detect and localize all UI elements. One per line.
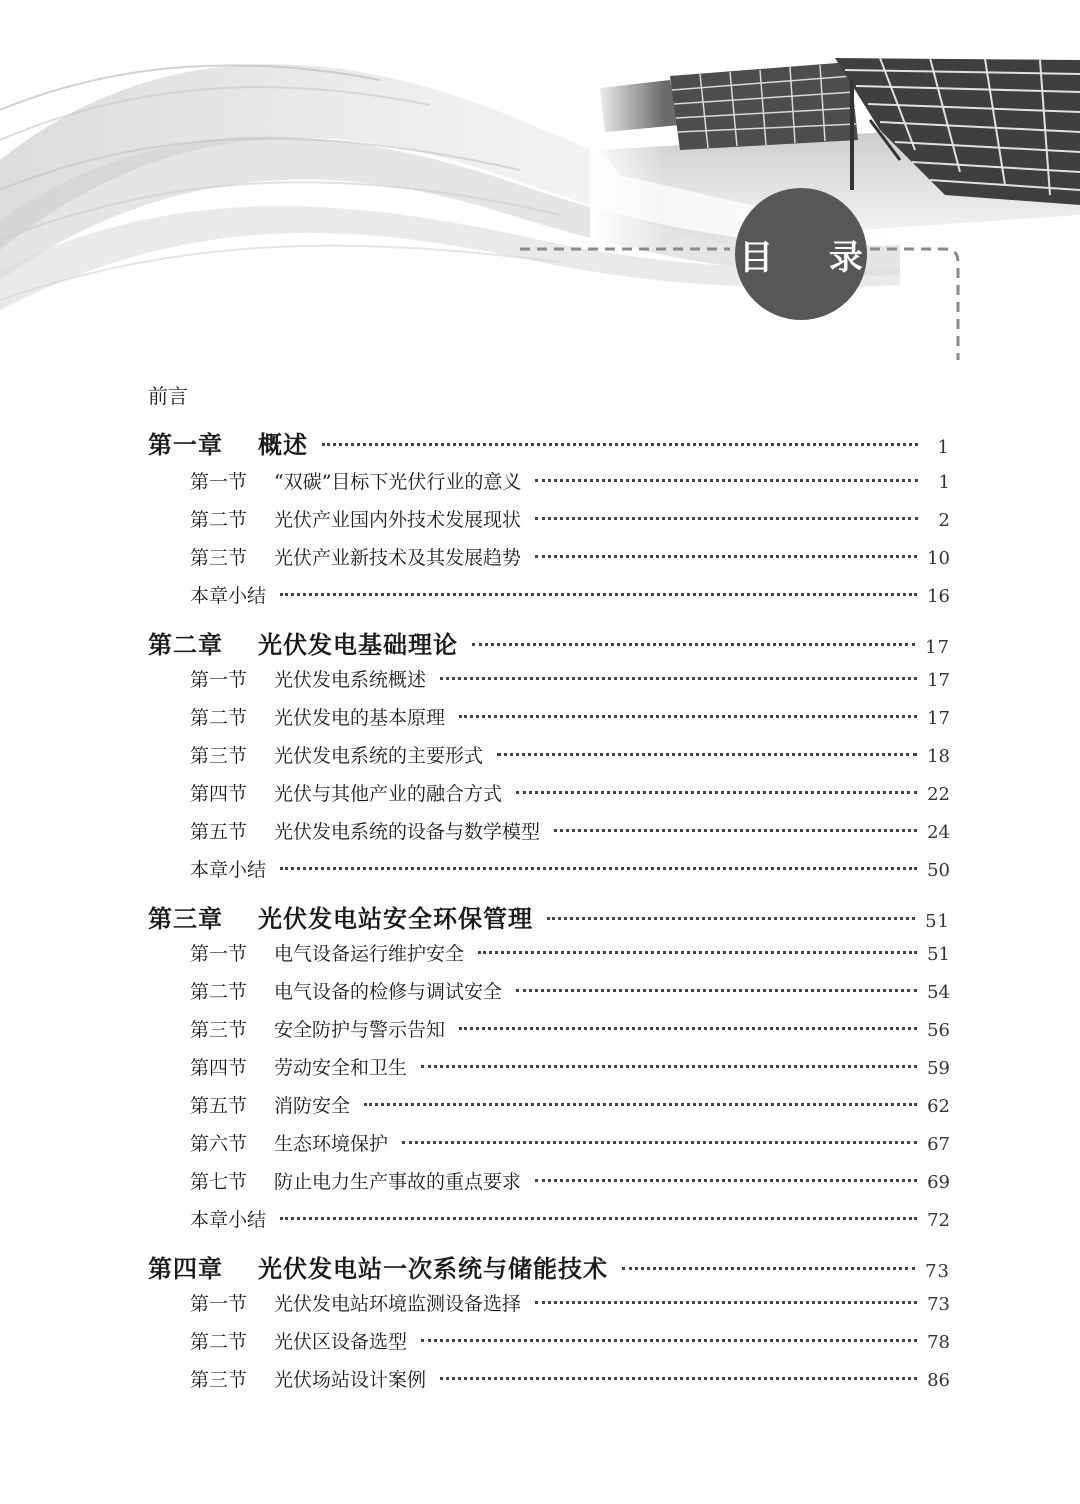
dot-leader	[554, 829, 917, 832]
page-number: 24	[927, 822, 950, 843]
page-number: 17	[925, 637, 950, 658]
toc-chapter-entry[interactable]	[148, 425, 950, 460]
page-title: 目 录	[739, 237, 885, 278]
toc-chapter-entry[interactable]	[148, 899, 950, 934]
page-number: 22	[927, 784, 950, 805]
section-number: 本章小结	[190, 585, 267, 607]
section-number: 第四节	[190, 783, 248, 805]
section-number: 第一节	[190, 471, 248, 493]
toc-section-entry[interactable]	[190, 543, 950, 570]
section-number: 第三节	[190, 1369, 248, 1391]
page-number: 78	[927, 1332, 950, 1353]
chapter-title: 光伏发电站安全环保管理	[258, 904, 533, 933]
toc-section-entry[interactable]	[190, 1205, 950, 1232]
dot-leader	[547, 917, 915, 920]
toc-section-entry[interactable]	[190, 1015, 950, 1042]
toc-section-entry[interactable]	[190, 1091, 950, 1118]
chapter-number: 第三章	[148, 904, 223, 933]
dot-leader	[402, 1141, 917, 1144]
toc-section-entry[interactable]	[190, 665, 950, 692]
section-title: 光伏产业新技术及其发展趋势	[274, 547, 522, 569]
section-number: 第三节	[190, 1019, 248, 1041]
section-number: 第三节	[190, 745, 248, 767]
section-number: 第四节	[190, 1057, 248, 1079]
toc-preface[interactable]	[148, 380, 188, 409]
page-number: 86	[927, 1370, 950, 1391]
toc-chapter-entry[interactable]	[148, 1249, 950, 1284]
dot-leader	[280, 867, 917, 870]
chapter-number: 第四章	[148, 1254, 223, 1283]
toc-section-entry[interactable]	[190, 1167, 950, 1194]
dot-leader	[472, 643, 915, 646]
section-number: 第二节	[190, 509, 248, 531]
dot-leader	[459, 1027, 917, 1030]
dot-leader	[622, 1267, 915, 1270]
dot-leader	[421, 1065, 917, 1068]
page-number: 73	[925, 1261, 950, 1282]
dot-leader	[535, 517, 918, 520]
chapter-number: 第二章	[148, 630, 223, 659]
page-number: 50	[927, 860, 950, 881]
toc-section-entry[interactable]	[190, 581, 950, 608]
section-number: 第一节	[190, 1293, 248, 1315]
section-number: 第六节	[190, 1133, 248, 1155]
page-number: 72	[927, 1210, 950, 1231]
section-number: 第一节	[190, 943, 248, 965]
section-number: 第五节	[190, 1095, 248, 1117]
page-number: 73	[927, 1294, 950, 1315]
section-title: 劳动安全和卫生	[274, 1057, 408, 1079]
page-number: 2	[938, 510, 950, 531]
section-title: 光伏发电的基本原理	[274, 707, 446, 729]
toc-section-entry[interactable]	[190, 817, 950, 844]
section-title: “双碳”目标下光伏行业的意义	[274, 471, 522, 493]
page-number: 56	[927, 1020, 950, 1041]
section-title: 电气设备运行维护安全	[274, 943, 465, 965]
section-number: 第五节	[190, 821, 248, 843]
dot-leader	[516, 989, 917, 992]
dot-leader	[421, 1339, 917, 1342]
section-title: 光伏发电站环境监测设备选择	[274, 1293, 522, 1315]
page-number: 10	[927, 548, 950, 569]
chapter-title: 概述	[258, 430, 308, 459]
dot-leader	[440, 677, 917, 680]
page-number: 18	[927, 746, 950, 767]
section-title: 防止电力生产事故的重点要求	[274, 1171, 522, 1193]
dot-leader	[535, 1301, 917, 1304]
page-number: 59	[927, 1058, 950, 1079]
toc-section-entry[interactable]	[190, 1289, 950, 1316]
toc-section-entry[interactable]	[190, 939, 950, 966]
section-title: 光伏场站设计案例	[274, 1369, 427, 1391]
toc-chapter-entry[interactable]	[148, 625, 950, 660]
dot-leader	[497, 753, 917, 756]
section-title: 光伏产业国内外技术发展现状	[274, 509, 522, 531]
page-number: 69	[927, 1172, 950, 1193]
toc-preface-label: 前言	[148, 384, 188, 408]
chapter-title: 光伏发电站一次系统与储能技术	[258, 1254, 608, 1283]
page-number: 17	[927, 670, 950, 691]
toc-section-entry[interactable]	[190, 741, 950, 768]
page-number: 16	[927, 586, 950, 607]
dot-leader	[364, 1103, 917, 1106]
page-number: 51	[925, 911, 950, 932]
dot-leader	[459, 715, 917, 718]
section-title: 生态环境保护	[274, 1133, 389, 1155]
section-number: 本章小结	[190, 859, 267, 881]
dot-leader	[440, 1377, 917, 1380]
toc-section-entry[interactable]	[190, 977, 950, 1004]
section-title: 光伏与其他产业的融合方式	[274, 783, 503, 805]
dot-leader	[535, 479, 918, 482]
section-title: 消防安全	[274, 1095, 351, 1117]
toc-section-entry[interactable]	[190, 1365, 950, 1392]
chapter-number: 第一章	[148, 430, 223, 459]
chapter-title: 光伏发电基础理论	[258, 630, 458, 659]
section-title: 光伏发电系统的主要形式	[274, 745, 484, 767]
section-number: 第二节	[190, 707, 248, 729]
dot-leader	[322, 443, 918, 446]
section-number: 第二节	[190, 1331, 248, 1353]
page-number: 67	[927, 1134, 950, 1155]
section-title: 电气设备的检修与调试安全	[274, 981, 503, 1003]
section-title: 光伏区设备选型	[274, 1331, 408, 1353]
section-number: 本章小结	[190, 1209, 267, 1231]
toc-section-entry[interactable]	[190, 1327, 950, 1354]
toc-section-entry[interactable]	[190, 1053, 950, 1080]
section-number: 第三节	[190, 547, 248, 569]
section-number: 第七节	[190, 1171, 248, 1193]
page-number: 51	[927, 944, 950, 965]
dot-leader	[280, 1217, 917, 1220]
toc-section-entry[interactable]	[190, 467, 950, 494]
dot-leader	[516, 791, 917, 794]
toc-section-entry[interactable]	[190, 505, 950, 532]
page-number: 62	[927, 1096, 950, 1117]
page-number: 54	[927, 982, 950, 1003]
section-title: 安全防护与警示告知	[274, 1019, 446, 1041]
toc-section-entry[interactable]	[190, 855, 950, 882]
section-number: 第二节	[190, 981, 248, 1003]
section-title: 光伏发电系统的设备与数学模型	[274, 821, 541, 843]
page-number: 17	[927, 708, 950, 729]
dot-leader	[280, 593, 917, 596]
section-title: 光伏发电系统概述	[274, 669, 427, 691]
section-number: 第一节	[190, 669, 248, 691]
dot-leader	[535, 1179, 917, 1182]
page-number: 1	[938, 472, 950, 493]
page-number: 1	[937, 437, 950, 458]
toc-section-entry[interactable]	[190, 1129, 950, 1156]
toc-section-entry[interactable]	[190, 779, 950, 806]
dot-leader	[478, 951, 917, 954]
dot-leader	[535, 555, 917, 558]
toc-section-entry[interactable]	[190, 703, 950, 730]
